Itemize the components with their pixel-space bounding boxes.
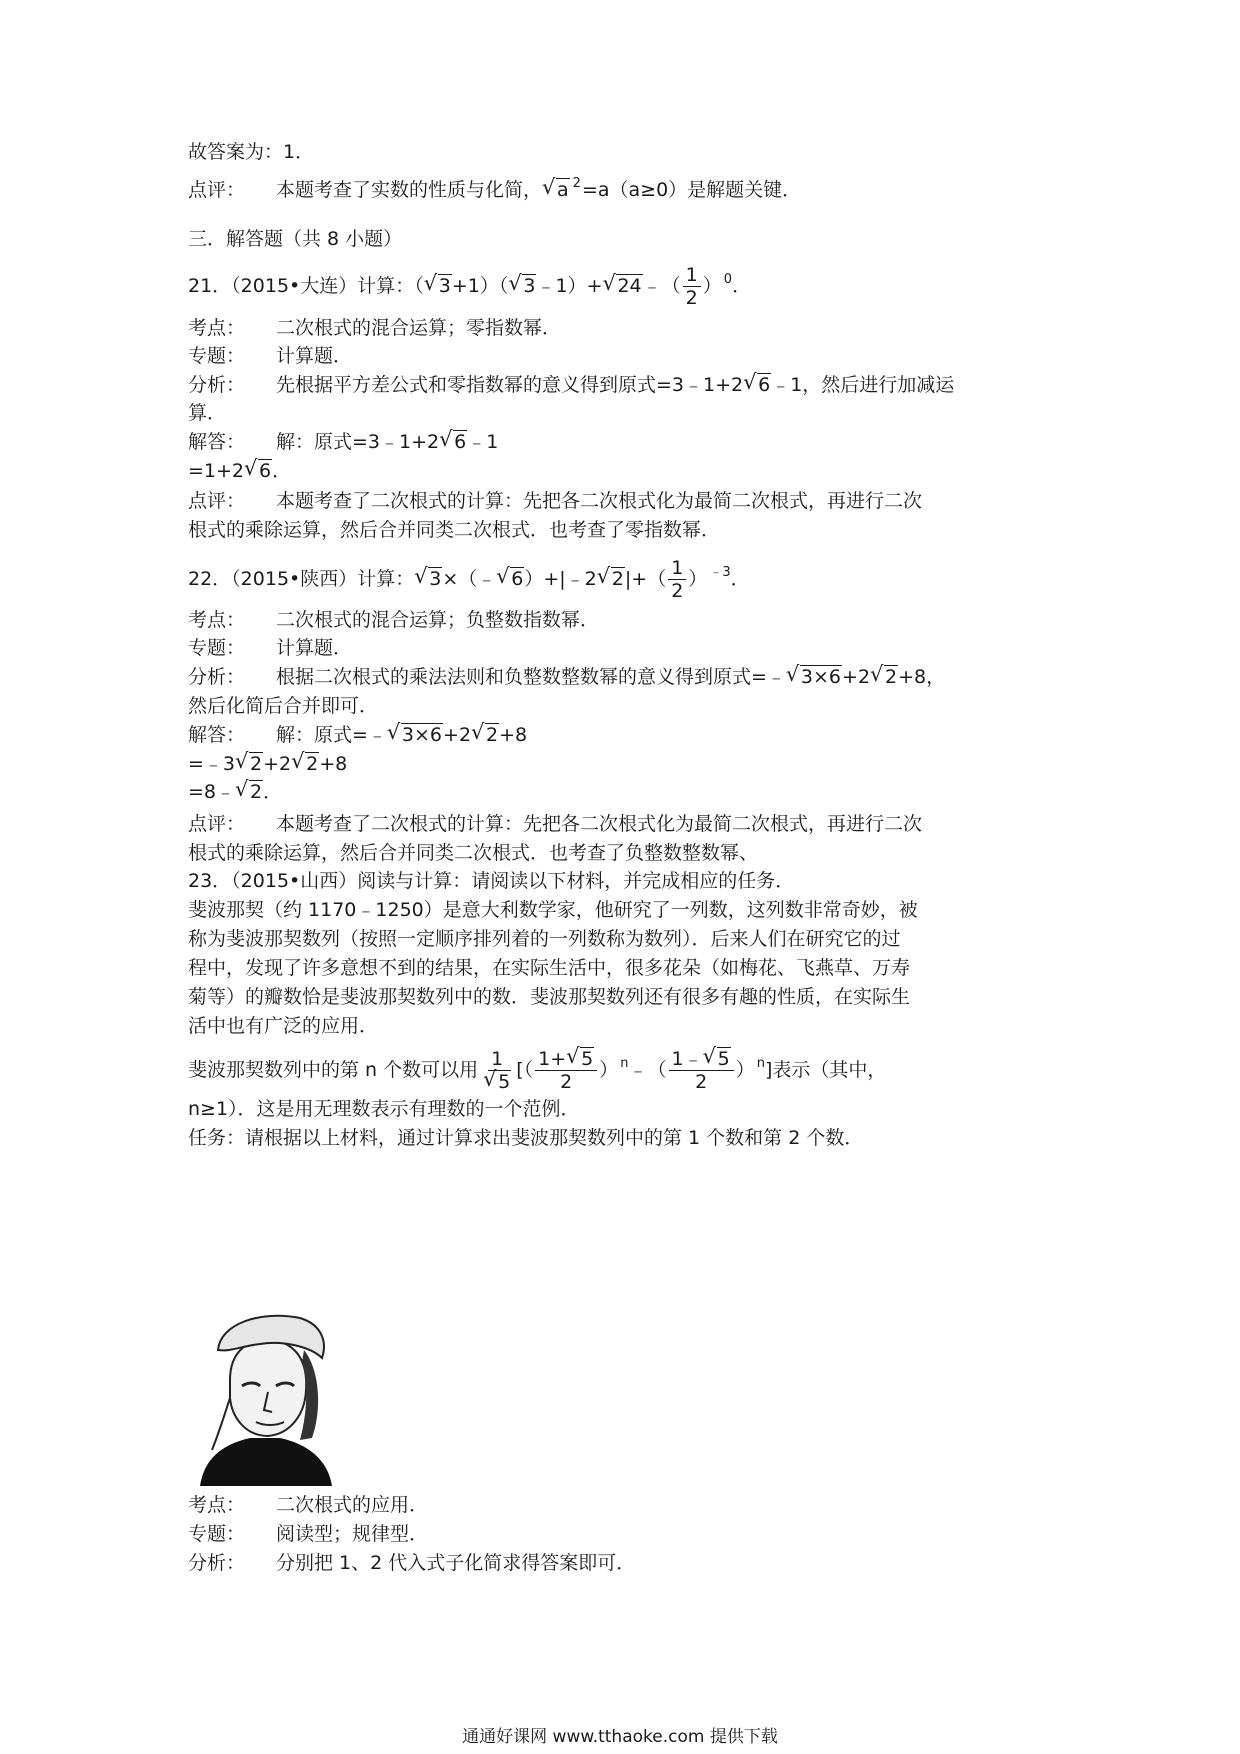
section-title: 三．解答题（共 8 小题）: [188, 228, 403, 250]
q23-kaodian: 考点： 二次根式的应用．: [188, 1494, 429, 1516]
answer-line: 故答案为：1．: [188, 141, 315, 163]
q22-zhuanti: 专题： 计算题．: [188, 637, 353, 659]
q22-question: 22．（2015•陕西）计算：√ 3×（﹣√ 6）+|﹣2√ 2|+（ $\frac{1}{2}$ ） $^{﹣3}$．: [188, 557, 1068, 602]
q22-dianping: 点评： 本题考查了二次根式的计算：先把各二次根式化为最简二次根式，再进行二次: [188, 813, 923, 835]
comment-text: 本题考查了实数的性质与化简，: [276, 179, 543, 201]
q23-para-line-3: 程中，发现了许多意想不到的结果，在实际生活中，很多花朵（如梅花、飞燕草、万寿: [188, 957, 911, 979]
q21-jieda: 解答： 解：原式=3﹣1+2√ 6﹣1: [188, 429, 1068, 455]
q21-kaodian: 考点： 二次根式的混合运算；零指数幂．: [188, 317, 562, 339]
q23-para-line-4: 菊等）的瓣数恰是斐波那契数列中的数．斐波那契数列还有很多有趣的性质，在实际生: [188, 986, 911, 1008]
fraction: 1 √ 5: [480, 1048, 514, 1093]
q21-dianping: 点评： 本题考查了二次根式的计算：先把各二次根式化为最简二次根式，再进行二次: [188, 490, 923, 512]
q22-jieda-step3: =8﹣√ 2．: [188, 779, 1068, 805]
q22-fenxi: 分析： 根据二次根式的乘法法则和负整数整数幂的意义得到原式=﹣√ 3×6+2√ 2+8，: [188, 664, 1068, 690]
page-footer: 通通好课网 www.tthaoke.com 提供下载: [462, 1727, 778, 1747]
q21-dianping-cont: 根式的乘除运算，然后合并同类二次根式．也考查了零指数幂．: [188, 519, 721, 541]
q22-fenxi-cont: 然后化简后合并即可．: [188, 695, 379, 717]
sqrt-expression: √ a $^2$: [542, 177, 582, 206]
fraction: $\frac{1+√ 5}{2}$: [535, 1048, 597, 1093]
q23-question: 23．（2015•山西）阅读与计算：请阅读以下材料，并完成相应的任务．: [188, 870, 795, 892]
q21-zhuanti: 专题： 计算题．: [188, 345, 353, 367]
q23-para-line-5: 活中也有广泛的应用．: [188, 1015, 379, 1037]
q22-kaodian: 考点： 二次根式的混合运算；负整数指数幂．: [188, 609, 600, 631]
q22-dianping-cont: 根式的乘除运算，然后合并同类二次根式．也考查了负整数整数幂、: [188, 842, 759, 864]
q23-zhuanti: 专题： 阅读型；规律型．: [188, 1523, 429, 1545]
comment-label: 点评：: [188, 179, 246, 201]
fraction: $\frac{1}{2}$: [683, 264, 701, 309]
fraction: $\frac{1}{2}$: [668, 557, 686, 602]
q22-jieda-step2: =﹣3√ 2+2√ 2+8: [188, 751, 1068, 777]
q23-para-line-1: 斐波那契（约 1170﹣1250）是意大利数学家，他研究了一列数，这列数非常奇妙，被: [188, 899, 918, 921]
q21-jieda-step2: =1+2√ 6．: [188, 458, 1068, 484]
q23-para-line-2: 称为斐波那契数列（按照一定顺序排列着的一列数称为数列）．后来人们在研究它的过: [188, 928, 901, 950]
q21-fenxi-cont: 算．: [188, 402, 227, 424]
q22-jieda: 解答： 解：原式=﹣√ 3×6+2√ 2+8: [188, 722, 1068, 748]
q23-task: 任务：请根据以上材料，通过计算求出斐波那契数列中的第 1 个数和第 2 个数．: [188, 1127, 864, 1149]
q23-formula-cont: n≥1）．这是用无理数表示有理数的一个范例．: [188, 1098, 580, 1120]
fraction: $\frac{1﹣√ 5}{2}$: [669, 1048, 734, 1093]
q21-question: 21．（2015•大连）计算：（√ 3+1）（√ 3﹣1）+√ 24﹣（ $\frac{1}{2}$ ） $^0$．: [188, 264, 1068, 309]
top-comment-line: 点评： 本题考查了实数的性质与化简，√ a $^2$=a（a≥0）是解题关键．: [188, 177, 1068, 206]
fibonacci-portrait: [190, 1310, 340, 1486]
q23-formula-line: 斐波那契数列中的第 n 个数可以用 1 √ 5 [（ $\frac{1+√ 5}{2}$ ） $^n$﹣（ $\frac{1﹣√ 5}{2}$ ） $^n$]表示（其中，: [188, 1048, 1068, 1093]
q21-fenxi: 分析： 先根据平方差公式和零指数幂的意义得到原式=3﹣1+2√ 6﹣1，然后进行加减运: [188, 372, 1068, 398]
q23-fenxi: 分析： 分别把 1、2 代入式子化简求得答案即可．: [188, 1552, 636, 1574]
